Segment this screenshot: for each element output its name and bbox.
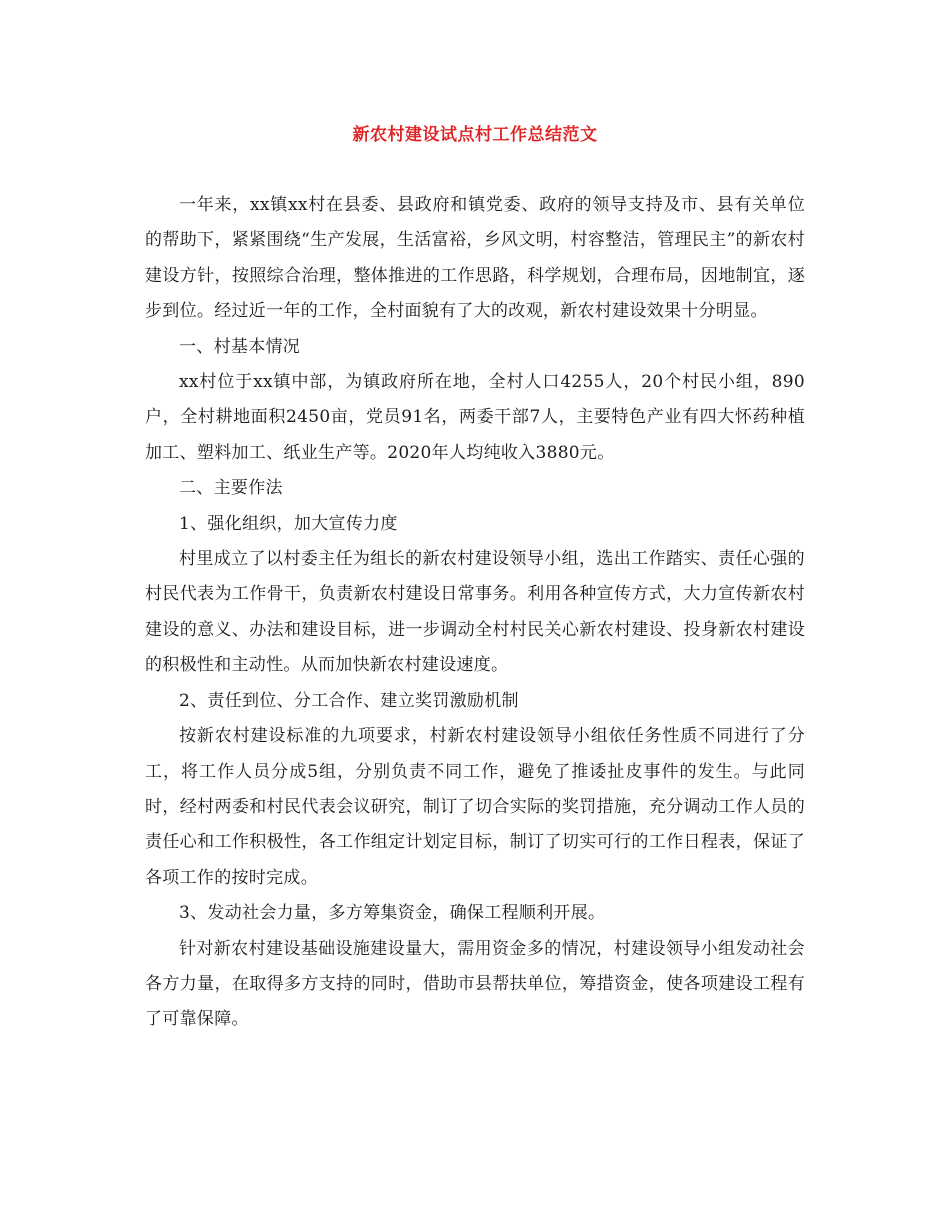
subheading-responsibility: 2、责任到位、分工合作、建立奖罚激励机制 — [179, 690, 519, 711]
document-body — [145, 188, 805, 1038]
subheading-organization: 1、强化组织，加大宣传力度 — [179, 513, 398, 534]
document-title: 新农村建设试点村工作总结范文 — [352, 125, 598, 145]
responsibility-paragraph: 按新农村建设标准的九项要求，村新农村建设领导小组依任务性质不同进行了分工，将工作人员分成5组，分别负责不同工作，避免了推诿扯皮事件的发生。与此同时，经村两委和村民代表会议研究，制订了切合实际的奖罚措施，充分调动工作人员的责任心和工作积极性，各工作组定计划定目标，制订了切实可行的工作日程表，保证了各项工作的按时完成。 — [145, 726, 805, 888]
subheading-funding: 3、发动社会力量，多方筹集资金，确保工程顺利开展。 — [179, 903, 606, 924]
organization-paragraph: 村里成立了以村委主任为组长的新农村建设领导小组，选出工作踏实、责任心强的村民代表为工作骨干，负责新农村建设日常事务。利用各种宣传方式，大力宣传新农村建设的意义、办法和建设目标，进一步调动全村村民关心新农村建设、投身新农村建设的积极性和主动性。从而加快新农村建设速度。 — [145, 549, 805, 676]
basic-info-paragraph: xx村位于xx镇中部，为镇政府所在地，全村人口4255人，20个村民小组，890户，全村耕地面积2450亩，党员91名，两委干部7人，主要特色产业有四大怀药种植加工、塑料加工、纸业生产等。2020年人均纯收入3880元。 — [145, 372, 805, 463]
funding-paragraph: 针对新农村建设基础设施建设量大，需用资金多的情况，村建设领导小组发动社会各方力量，在取得多方支持的同时，借助市县帮扶单位，筹措资金，使各项建设工程有了可靠保障。 — [145, 938, 805, 1030]
section-heading-main-methods: 二、主要作法 — [179, 478, 283, 499]
intro-paragraph: 一年来，xx镇xx村在县委、县政府和镇党委、政府的领导支持及市、县有关单位的帮助下，紧紧围绕“生产发展，生活富裕，乡风文明，村容整洁，管理民主”的新农村建设方针，按照综合治理，整体推进的工作思路，科学规划，合理布局，因地制宜，逐步到位。经过近一年的工作，全村面貌有了大的改观，新农村建设效果十分明显。 — [145, 195, 805, 322]
section-heading-basic-info: 一、村基本情况 — [179, 336, 301, 357]
